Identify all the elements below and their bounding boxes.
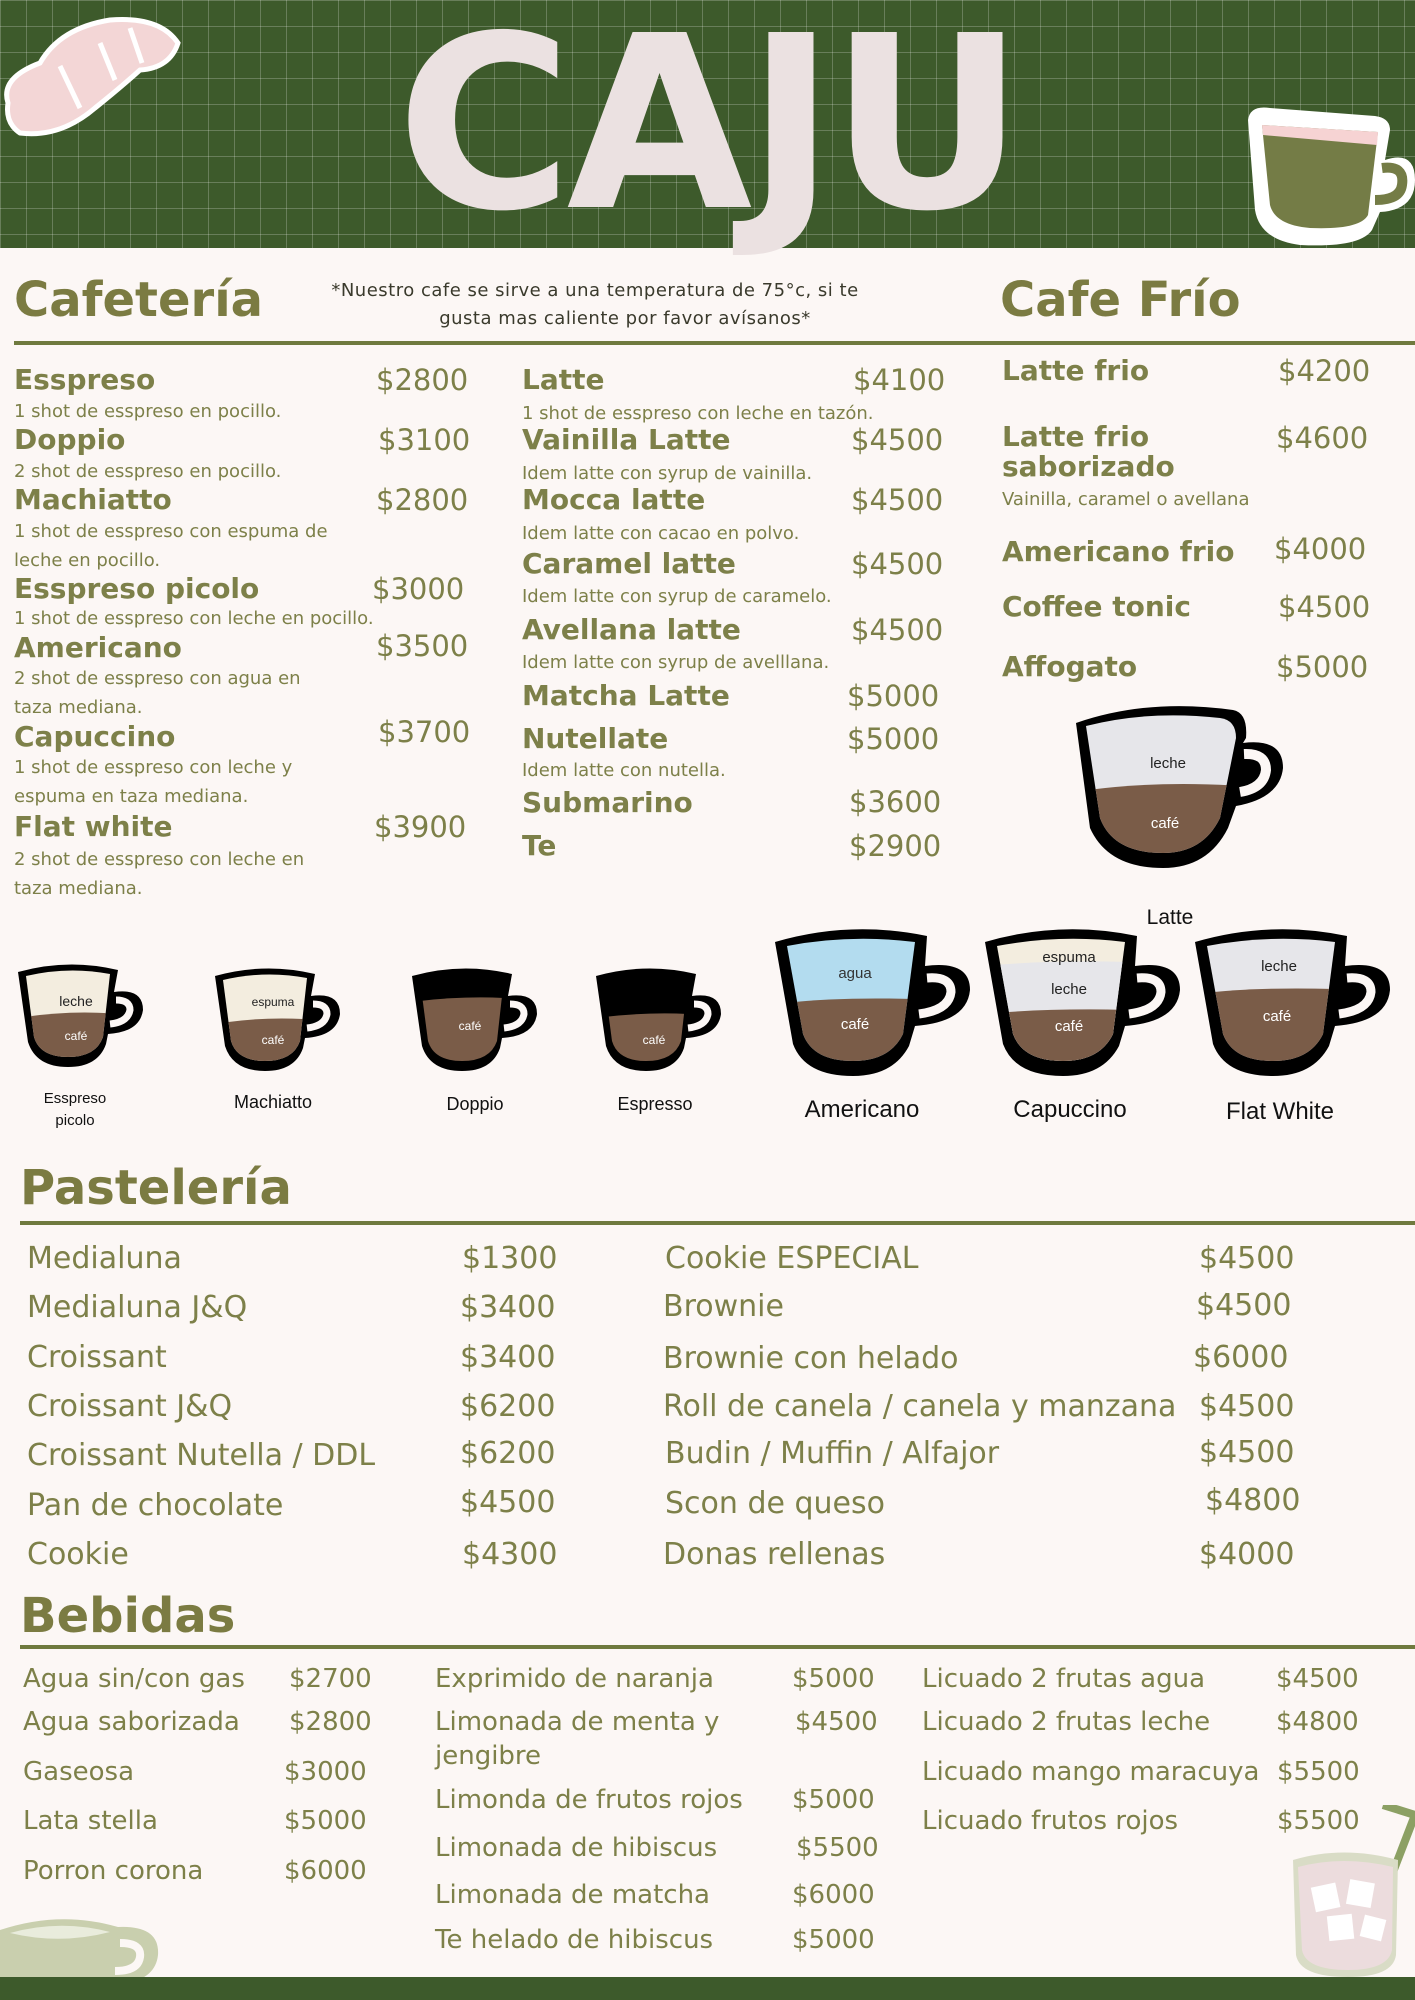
menu-item-desc: 1 shot de esspreso con leche y	[14, 757, 293, 778]
machiatto-bottom-label: café	[261, 1033, 285, 1047]
menu-item-name: saborizado	[1002, 450, 1175, 483]
brand-title: CAJU	[396, 0, 1019, 264]
note-line-1: *Nuestro cafe se sirve a una temperatura de 75°c, si te	[331, 280, 859, 301]
menu-item-name: Latte frio	[1002, 354, 1150, 387]
flat-white-bottom-label: café	[1262, 1008, 1292, 1025]
pastry-name: Medialuna	[27, 1241, 182, 1276]
menu-item-name: Avellana latte	[522, 613, 741, 646]
drink-name: Agua saborizada	[23, 1707, 240, 1737]
pastry-price: $4500	[1199, 1241, 1295, 1276]
drink-price: $5500	[1277, 1757, 1360, 1787]
machiatto-cup-icon	[215, 966, 355, 1076]
drink-price: $6000	[792, 1880, 875, 1910]
menu-item-desc: espuma en taza mediana.	[14, 786, 249, 807]
pastry-price: $4800	[1205, 1483, 1301, 1518]
menu-item-name: Machiatto	[14, 483, 172, 516]
menu-item-name: Te	[522, 829, 557, 862]
americano-cup-icon	[775, 926, 980, 1076]
drink-price: $4500	[795, 1707, 878, 1737]
menu-item-price: $5000	[847, 679, 940, 713]
capuccino-mid-label: leche	[1051, 981, 1087, 998]
menu-item-desc: taza mediana.	[14, 697, 143, 718]
menu-item-name: Affogato	[1002, 650, 1138, 683]
menu-item-name: Matcha Latte	[522, 679, 730, 712]
cafeteria-rule	[14, 341, 1415, 345]
drink-name: Limonada de menta y	[435, 1707, 720, 1737]
drink-price: $3000	[284, 1757, 367, 1787]
menu-item-price: $4100	[853, 363, 946, 397]
menu-item-price: $3600	[849, 785, 942, 819]
menu-item-desc: 1 shot de esspreso con leche en pocillo.	[14, 608, 374, 629]
menu-item-price: $4500	[851, 613, 944, 647]
drink-name: Agua sin/con gas	[23, 1664, 245, 1694]
menu-item-price: $4200	[1278, 354, 1371, 388]
pasteleria-title: Pastelería	[20, 1160, 292, 1216]
drink-price: $4500	[1276, 1664, 1359, 1694]
espresso-label: Espresso	[617, 1094, 693, 1114]
drink-name: Licuado 2 frutas agua	[922, 1664, 1206, 1694]
drink-price: $4800	[1276, 1707, 1359, 1737]
drink-price: $6000	[284, 1856, 367, 1886]
flat-white-top-label: leche	[1261, 958, 1297, 975]
pastry-price: $6200	[460, 1389, 556, 1424]
pastry-price: $1300	[462, 1241, 558, 1276]
menu-item-price: $4500	[851, 547, 944, 581]
menu-item-name: Latte	[522, 363, 605, 396]
pasteleria-rule	[20, 1221, 1415, 1225]
pastry-price: $6200	[460, 1436, 556, 1471]
drink-price: $5000	[284, 1806, 367, 1836]
menu-item-desc: 1 shot de esspreso en pocillo.	[14, 401, 282, 422]
pastry-name: Donas rellenas	[663, 1537, 886, 1572]
pastry-name: Cookie ESPECIAL	[665, 1241, 919, 1276]
machiatto-top-label: espuma	[251, 995, 295, 1009]
green-mug-icon	[1240, 100, 1415, 250]
croissant-icon	[0, 8, 185, 138]
menu-item-price: $3500	[376, 629, 469, 663]
menu-item-price: $5000	[847, 722, 940, 756]
menu-item-desc: Idem latte con cacao en polvo.	[522, 523, 800, 544]
espresso-bottom-label: café	[642, 1033, 666, 1047]
menu-item-desc: Idem latte con syrup de vainilla.	[522, 463, 813, 484]
menu-item-name: Americano	[14, 631, 182, 664]
drink-name: Licuado frutos rojos	[922, 1806, 1179, 1836]
capuccino-bottom-label: café	[1054, 1018, 1084, 1035]
menu-item-desc: Idem latte con syrup de caramelo.	[522, 586, 832, 607]
bebidas-rule	[20, 1645, 1415, 1649]
pastry-price: $4300	[462, 1537, 558, 1572]
americano-label: Americano	[804, 1096, 920, 1123]
flat-white-cup-icon	[1195, 926, 1400, 1076]
menu-item-desc: 1 shot de esspreso con espuma de	[14, 521, 328, 542]
menu-item-price: $4500	[1278, 590, 1371, 624]
pastry-name: Croissant	[27, 1340, 167, 1375]
pastry-price: $4500	[460, 1485, 556, 1520]
pastry-price: $3400	[460, 1340, 556, 1375]
drink-name: Licuado 2 frutas leche	[922, 1707, 1211, 1737]
menu-item-desc: 2 shot de esspreso en pocillo.	[14, 461, 282, 482]
capuccino-top-label: espuma	[1042, 949, 1096, 966]
menu-item-price: $4500	[851, 483, 944, 517]
espresso-cup-icon	[596, 966, 736, 1076]
pastry-name: Brownie con helado	[663, 1341, 959, 1376]
cafe-frio-title: Cafe Frío	[1000, 272, 1241, 328]
latte-cup-icon	[1068, 698, 1308, 873]
drink-name: Te helado de hibiscus	[435, 1925, 714, 1955]
menu-item-price: $4500	[851, 423, 944, 457]
temperature-note	[285, 277, 905, 333]
pastry-name: Croissant Nutella / DDL	[27, 1438, 376, 1473]
drink-name: Porron corona	[23, 1856, 204, 1886]
menu-item-name: Coffee tonic	[1002, 590, 1191, 623]
menu-item-name: Doppio	[14, 423, 126, 456]
drink-price: $2700	[289, 1664, 372, 1694]
menu-item-name: Esspreso picolo	[14, 572, 260, 605]
menu-item-price: $3900	[374, 810, 467, 844]
pastry-name: Croissant J&Q	[27, 1389, 233, 1424]
drink-name: Exprimido de naranja	[435, 1664, 714, 1694]
picolo-top-label: leche	[59, 993, 93, 1009]
menu-item-name: Americano frio	[1002, 535, 1235, 568]
drink-price: $5000	[792, 1664, 875, 1694]
picolo-bottom-label: café	[64, 1029, 88, 1043]
menu-item-name: Nutellate	[522, 722, 669, 755]
footer-bar	[0, 1977, 1415, 2000]
capuccino-cup-icon	[985, 926, 1190, 1076]
menu-item-price: $4000	[1274, 532, 1367, 566]
pastry-name: Scon de queso	[665, 1486, 885, 1521]
pastry-price: $4500	[1196, 1288, 1292, 1323]
latte-top-label: leche	[1150, 755, 1186, 772]
drink-name: Gaseosa	[23, 1757, 135, 1787]
menu-item-desc: 2 shot de esspreso con agua en	[14, 668, 301, 689]
pastry-name: Cookie	[27, 1537, 129, 1572]
menu-item-desc: 1 shot de esspreso con leche en tazón.	[522, 403, 874, 424]
pastry-name: Roll de canela / canela y manzana	[663, 1389, 1177, 1424]
menu-item-price: $2800	[376, 483, 469, 517]
iced-drink-icon	[1278, 1805, 1415, 1980]
picolo-label	[20, 1088, 130, 1132]
pastry-name: Pan de chocolate	[27, 1488, 284, 1523]
pastry-price: $3400	[460, 1290, 556, 1325]
latte-bottom-label: café	[1150, 815, 1180, 832]
menu-item-price: $5000	[1276, 650, 1369, 684]
menu-item-desc: leche en pocillo.	[14, 550, 161, 571]
drink-name: Limonda de frutos rojos	[435, 1785, 743, 1815]
menu-item-name: Latte frio	[1002, 420, 1150, 453]
pastry-name: Medialuna J&Q	[27, 1290, 248, 1325]
menu-item-desc: taza mediana.	[14, 878, 143, 899]
capuccino-label: Capuccino	[1013, 1096, 1127, 1123]
drink-price: $5500	[796, 1833, 879, 1863]
americano-bottom-label: café	[840, 1016, 870, 1033]
doppio-label: Doppio	[446, 1094, 504, 1114]
pastry-price: $4500	[1199, 1435, 1295, 1470]
americano-top-label: agua	[838, 965, 872, 982]
menu-item-price: $2900	[849, 829, 942, 863]
pastry-price: $6000	[1193, 1340, 1289, 1375]
menu-item-name: Mocca latte	[522, 483, 706, 516]
menu-item-desc: Idem latte con nutella.	[522, 760, 726, 781]
drink-price: $5500	[1277, 1806, 1360, 1836]
esspreso-picolo-cup-icon	[18, 962, 158, 1072]
cafeteria-title: Cafetería	[14, 272, 264, 328]
drink-price: $5000	[792, 1925, 875, 1955]
menu-item-price: $3000	[372, 572, 465, 606]
menu-item-name: Caramel latte	[522, 547, 736, 580]
menu-item-name: Capuccino	[14, 720, 176, 753]
note-line-2: gusta mas caliente por favor avísanos*	[439, 308, 811, 329]
pastry-price: $4000	[1199, 1537, 1295, 1572]
menu-item-price: $3100	[378, 423, 471, 457]
bebidas-title: Bebidas	[20, 1588, 236, 1644]
menu-item-price: $2800	[376, 363, 469, 397]
menu-item-desc: Idem latte con syrup de avelllana.	[522, 652, 830, 673]
doppio-bottom-label: café	[458, 1019, 482, 1033]
latte-label: Latte	[1146, 906, 1194, 929]
drink-name: jengibre	[435, 1741, 542, 1771]
menu-item-price: $3700	[378, 715, 471, 749]
drink-name: Limonada de hibiscus	[435, 1833, 718, 1863]
pastry-name: Budin / Muffin / Alfajor	[665, 1436, 1000, 1471]
menu-item-name: Esspreso	[14, 363, 156, 396]
doppio-cup-icon	[412, 966, 552, 1076]
menu-item-desc: Vainilla, caramel o avellana	[1002, 489, 1250, 510]
drink-name: Limonada de matcha	[435, 1880, 710, 1910]
drink-name: Licuado mango maracuya	[922, 1757, 1260, 1787]
picolo-label-line2: picolo	[55, 1112, 95, 1129]
machiatto-label: Machiatto	[233, 1092, 313, 1112]
menu-item-desc: 2 shot de esspreso con leche en	[14, 849, 305, 870]
drink-price: $5000	[792, 1785, 875, 1815]
flat-white-label: Flat White	[1225, 1098, 1335, 1125]
menu-item-name: Flat white	[14, 810, 173, 843]
pastry-name: Brownie	[663, 1289, 784, 1324]
menu-item-price: $4600	[1276, 421, 1369, 455]
drink-name: Lata stella	[23, 1806, 158, 1836]
menu-item-name: Submarino	[522, 786, 693, 819]
pastry-price: $4500	[1199, 1389, 1295, 1424]
drink-price: $2800	[289, 1707, 372, 1737]
picolo-label-line1: Esspreso	[43, 1090, 107, 1107]
menu-item-name: Vainilla Latte	[522, 423, 731, 456]
